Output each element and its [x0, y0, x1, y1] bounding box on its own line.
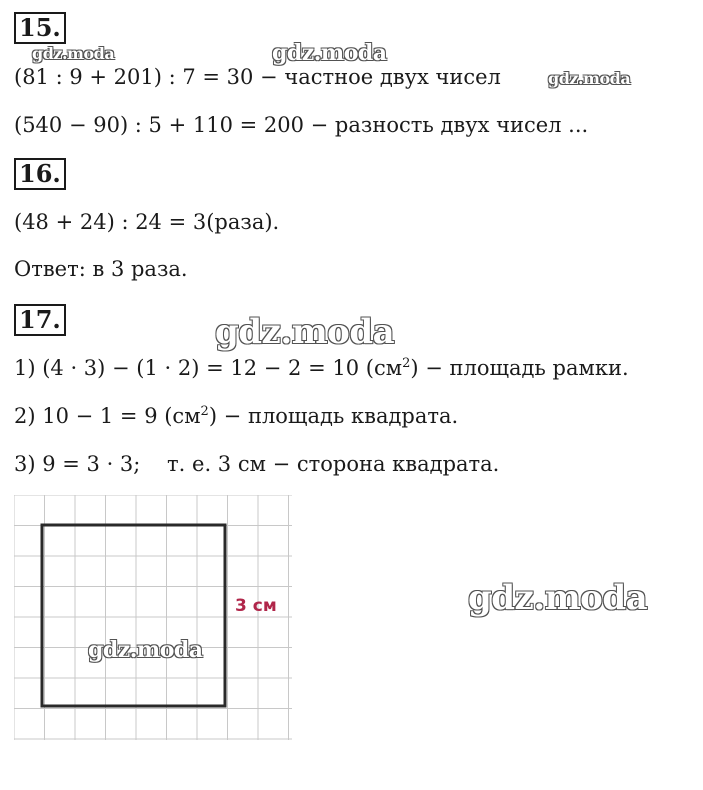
task-17-line-3: 3) 9 = 3 · 3; т. е. 3 см − сторона квадрата. [14, 452, 500, 476]
dimension-label: 3 см [235, 596, 277, 616]
grid-svg [14, 495, 292, 740]
task-17-line-2: 2) 10 − 1 = 9 $(см^2)$ − площадь квадрата. [14, 404, 459, 428]
watermark-logo: gdz.moda [272, 40, 387, 66]
watermark-logo: gdz.moda [88, 637, 203, 663]
task-17-line-1: 1) (4 · 3) − (1 · 2) = 12 − 2 = 10 $(см^2)$ − площадь рамки. [14, 356, 629, 380]
task-15-line-1: (81 : 9 + 201) : 7 = 30 − частное двух чисел [14, 65, 501, 89]
watermark-logo: gdz.moda [215, 312, 395, 352]
grid-figure [14, 495, 292, 740]
task-16-line-2: Ответ: в 3 раза. [14, 257, 188, 281]
task-number-16: 16. [14, 158, 66, 190]
watermark-logo: gdz.moda [32, 44, 115, 63]
watermark-logo: gdz.moda [468, 578, 648, 618]
task-number-15: 15. [14, 12, 66, 44]
task-number-17: 17. [14, 304, 66, 336]
task-15-line-2: (540 − 90) : 5 + 110 = 200 − разность двух чисел ... [14, 113, 589, 137]
task-16-line-1: (48 + 24) : 24 = 3(раза). [14, 210, 280, 234]
grid-lines [14, 495, 292, 740]
watermark-logo: gdz.moda [548, 69, 631, 88]
square-outline [42, 525, 225, 706]
